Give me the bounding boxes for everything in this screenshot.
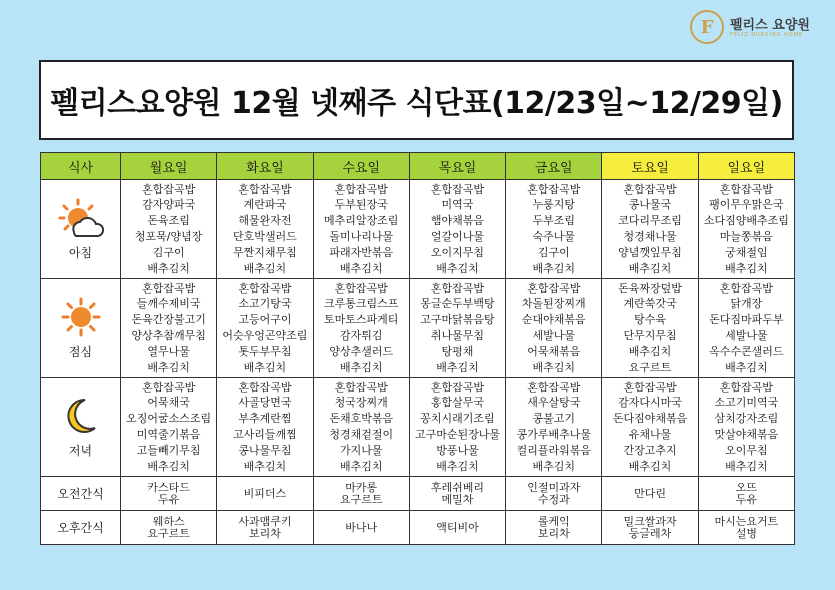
meal-row	[41, 378, 795, 477]
menu-item: 열무나물	[147, 344, 190, 358]
snack-item: 오뜨	[735, 481, 757, 494]
meal-row	[41, 279, 795, 378]
snack-cell-thu	[409, 477, 505, 511]
snack-item: 비피더스	[243, 487, 287, 500]
snack-item: 웨하스	[152, 515, 185, 528]
menu-item: 가지나물	[339, 443, 383, 457]
header-thu: 목요일	[409, 153, 505, 180]
menu-item: 혼합잡곡밥	[623, 380, 677, 394]
menu-item: 순대야채볶음	[521, 313, 586, 327]
menu-cell-wed	[313, 180, 409, 279]
menu-item: 청경채나물	[623, 230, 677, 243]
snack-cell-mon	[121, 477, 217, 511]
snack-item: 마시는요거트	[714, 515, 779, 528]
snack-cell-thu	[409, 511, 505, 545]
menu-item: 배추김치	[725, 360, 768, 374]
menu-item: 컬리플라워볶음	[516, 443, 591, 457]
menu-item: 배추김치	[436, 360, 479, 374]
header-fri: 금요일	[506, 153, 602, 180]
snack-cell-sat	[602, 511, 698, 545]
menu-item: 청포묵/양념장	[134, 230, 203, 243]
snack-item: 마카롱	[345, 481, 378, 494]
menu-item: 오이무침	[725, 443, 768, 457]
menu-item: 맛살야채볶음	[714, 428, 779, 441]
snack-item: 수정과	[537, 493, 570, 506]
menu-item: 배추김치	[628, 261, 672, 275]
menu-item: 방풍나물	[436, 443, 479, 457]
header-mon: 월요일	[121, 153, 217, 180]
moon-icon	[41, 396, 120, 440]
menu-item: 콩불고기	[532, 412, 576, 426]
menu-item: 미역국	[441, 198, 474, 212]
menu-item: 마늘쫑볶음	[719, 230, 773, 243]
snack-item: 바나나	[345, 521, 378, 534]
menu-item: 감자튀김	[339, 329, 383, 342]
menu-cell-thu	[409, 279, 505, 378]
snack-item: 두유	[735, 493, 757, 506]
sun-icon	[41, 297, 120, 341]
snack-label	[41, 511, 121, 545]
menu-item: 탕평채	[441, 344, 474, 358]
menu-item: 혼합잡곡밥	[527, 380, 581, 394]
menu-item: 혼합잡곡밥	[142, 380, 196, 394]
menu-item: 어묵채볶음	[527, 344, 581, 358]
menu-item: 배추김치	[147, 459, 190, 473]
menu-cell-tue	[217, 180, 313, 279]
menu-item: 부추계란찜	[238, 412, 292, 426]
menu-cell-tue	[217, 279, 313, 378]
menu-item: 들깨수제비국	[136, 297, 201, 311]
menu-item: 배추김치	[532, 261, 576, 275]
menu-item: 몽글순두부백탕	[420, 297, 495, 311]
menu-item: 혼합잡곡밥	[719, 380, 773, 394]
menu-item: 탕수육	[634, 313, 666, 327]
menu-item: 토마토스파게티	[324, 313, 399, 327]
menu-item: 무짠지채무침	[233, 245, 297, 259]
menu-item: 배추김치	[725, 459, 768, 473]
menu-item: 배추김치	[436, 261, 479, 275]
menu-item: 소고기탕국	[238, 297, 292, 311]
menu-item: 취나물무침	[430, 329, 485, 342]
menu-cell-thu	[409, 180, 505, 279]
menu-item: 혼합잡곡밥	[238, 182, 292, 196]
header-row	[41, 153, 795, 180]
menu-item: 삼치강자조림	[714, 412, 779, 426]
menu-cell-sun	[698, 378, 794, 477]
menu-cell-sat	[602, 279, 698, 378]
menu-cell-mon	[121, 378, 217, 477]
snack-cell-sun	[698, 511, 794, 545]
menu-item: 유채나물	[628, 428, 672, 441]
menu-item: 누룽지탕	[532, 198, 576, 212]
menu-item: 감자다시마국	[618, 396, 682, 410]
menu-item: 톳두부무침	[238, 344, 292, 358]
menu-item: 혼합잡곡밥	[430, 380, 485, 394]
menu-item: 돈육짜장덮밥	[618, 281, 682, 295]
menu-item: 배추김치	[725, 261, 768, 275]
menu-item: 세발나물	[725, 329, 768, 342]
menu-item: 메추리알장조림	[324, 214, 399, 228]
menu-item: 배추김치	[243, 459, 287, 473]
menu-item: 콩나물국	[628, 198, 672, 212]
menu-item: 고구마닭볶음탕	[420, 313, 495, 327]
snack-item: 롤케익	[537, 515, 570, 528]
snack-label	[41, 477, 121, 511]
menu-cell-sun	[698, 279, 794, 378]
menu-item: 고들빼기무침	[136, 443, 201, 457]
snack-item: 요구르트	[147, 527, 190, 540]
menu-cell-mon	[121, 279, 217, 378]
snack-cell-sat	[602, 477, 698, 511]
menu-item: 돈채호박볶음	[329, 412, 394, 426]
header-sat: 토요일	[602, 153, 698, 180]
menu-item: 양상추샐러드	[329, 344, 394, 358]
header-meal: 식사	[41, 153, 121, 180]
menu-item: 혼합잡곡밥	[719, 182, 773, 196]
menu-item: 어슷우엉곤약조림	[222, 329, 308, 342]
menu-cell-sat	[602, 180, 698, 279]
menu-item: 고사리들깨찜	[233, 428, 297, 441]
menu-item: 계란파국	[243, 198, 287, 212]
snack-item: 인절미과자	[527, 481, 581, 494]
menu-item: 배추김치	[339, 360, 383, 374]
menu-cell-mon	[121, 180, 217, 279]
menu-item: 요구르트	[628, 360, 672, 374]
meal-label-cell	[41, 180, 121, 279]
menu-item: 얼갈이나물	[430, 230, 485, 243]
snack-cell-tue	[217, 477, 313, 511]
snack-item: 보리차	[537, 527, 570, 540]
menu-item: 감자양파국	[142, 198, 196, 212]
menu-item: 양상추참깨무침	[131, 329, 206, 342]
snack-item: 설병	[735, 527, 757, 540]
snack-item: 두유	[158, 493, 180, 506]
snack-cell-sun	[698, 477, 794, 511]
menu-item: 배추김치	[339, 459, 383, 473]
menu-item: 돈육조림	[147, 214, 190, 228]
snack-item: 보리차	[248, 527, 281, 540]
brand-logo	[690, 8, 830, 48]
menu-item: 소고기미역국	[714, 396, 779, 410]
menu-item: 배추김치	[628, 344, 672, 358]
snack-cell-tue	[217, 511, 313, 545]
menu-item: 배추김치	[243, 360, 287, 374]
menu-item: 소다짐양배추조림	[703, 214, 789, 228]
menu-item: 세발나물	[532, 329, 576, 342]
meal-row	[41, 180, 795, 279]
menu-item: 단호박샐러드	[233, 230, 297, 243]
snack-item: 후레쉬베리	[430, 481, 485, 494]
snack-label-text: 오전간식	[57, 487, 104, 501]
page-title: 펠리스요양원 12월 넷째주 식단표(12/23일~12/29일)	[50, 86, 783, 121]
title-box	[39, 60, 794, 140]
sun-cloud-icon	[41, 198, 120, 242]
menu-item: 두부된장국	[334, 198, 388, 212]
menu-item: 해물완자전	[238, 214, 292, 228]
menu-item: 배추김치	[532, 459, 576, 473]
menu-table	[40, 152, 795, 545]
menu-item: 배추김치	[628, 459, 672, 473]
menu-item: 혼합잡곡밥	[142, 182, 196, 196]
menu-item: 혼합잡곡밥	[527, 182, 581, 196]
meal-label: 점심	[68, 344, 93, 359]
menu-item: 파래자반볶음	[329, 245, 394, 259]
snack-cell-wed	[313, 477, 409, 511]
menu-cell-fri	[506, 279, 602, 378]
menu-item: 계란쑥갓국	[623, 297, 677, 311]
menu-item: 돈다짐야채볶음	[612, 412, 688, 426]
menu-item: 콩가루배추나물	[516, 428, 591, 441]
menu-item: 꽁치시래기조림	[420, 412, 495, 426]
menu-item: 사골당면국	[238, 396, 292, 410]
menu-item: 콩나물무침	[238, 443, 292, 457]
snack-cell-wed	[313, 511, 409, 545]
menu-item: 두부조림	[532, 214, 576, 228]
menu-item: 혼합잡곡밥	[334, 380, 388, 394]
meal-label-cell	[41, 378, 121, 477]
brand-name: 펠리스 요양원	[730, 18, 810, 33]
menu-item: 혼합잡곡밥	[623, 182, 677, 196]
menu-item: 돈육간장불고기	[131, 313, 206, 327]
menu-item: 혼합잡곡밥	[238, 281, 292, 295]
menu-item: 혼합잡곡밥	[142, 281, 196, 295]
menu-cell-sun	[698, 180, 794, 279]
menu-item: 오이지무침	[430, 245, 485, 259]
menu-item: 차돌된장찌개	[521, 297, 586, 311]
menu-cell-tue	[217, 378, 313, 477]
menu-item: 김구이	[537, 245, 570, 259]
header-wed: 수요일	[313, 153, 409, 180]
snack-label-text: 오후간식	[57, 521, 104, 535]
snack-item: 둥글레차	[628, 527, 672, 540]
meal-label: 아침	[68, 245, 93, 260]
menu-item: 단무지무침	[623, 329, 677, 342]
menu-item: 팽이무우맑은국	[709, 198, 784, 212]
menu-item: 홍합살무국	[430, 396, 485, 410]
menu-item: 돌미나리나물	[329, 230, 394, 243]
menu-item: 어묵채국	[147, 396, 190, 410]
menu-cell-sat	[602, 378, 698, 477]
menu-item: 양념깻잎무침	[618, 245, 682, 259]
menu-item: 옥수수콘샐러드	[709, 344, 784, 358]
menu-item: 새우살탕국	[527, 396, 581, 410]
header-sun: 일요일	[698, 153, 794, 180]
menu-item: 혼합잡곡밥	[719, 281, 773, 295]
menu-item: 미역줄기볶음	[136, 428, 201, 441]
menu-item: 혼합잡곡밥	[334, 182, 388, 196]
menu-item: 혼합잡곡밥	[238, 380, 292, 394]
menu-cell-wed	[313, 279, 409, 378]
menu-item: 크루통크림스프	[324, 297, 399, 311]
snack-item: 만다린	[634, 487, 666, 500]
snack-item: 사과맴쿠키	[238, 515, 292, 528]
menu-item: 배추김치	[339, 261, 383, 275]
menu-item: 닭개장	[730, 297, 763, 311]
snack-cell-fri	[506, 511, 602, 545]
menu-item: 숙주나물	[532, 230, 576, 243]
menu-item: 돈다짐마파두부	[709, 313, 784, 327]
snack-cell-mon	[121, 511, 217, 545]
menu-item: 혼합잡곡밥	[430, 182, 485, 196]
menu-item: 배추김치	[532, 360, 576, 374]
snack-item: 요구르트	[339, 493, 383, 506]
menu-item: 간장고추지	[623, 443, 677, 457]
menu-item: 청국장찌개	[334, 396, 388, 410]
menu-item: 김구이	[152, 245, 185, 259]
menu-cell-thu	[409, 378, 505, 477]
menu-item: 고구마순된장나물	[414, 428, 500, 441]
snack-row	[41, 477, 795, 511]
menu-item: 고등어구이	[238, 313, 292, 327]
menu-item: 햄야채볶음	[430, 214, 485, 228]
snack-cell-fri	[506, 477, 602, 511]
menu-item: 배추김치	[147, 261, 190, 275]
snack-item: 메밀차	[441, 493, 474, 506]
snack-item: 밀크쌀과자	[623, 515, 677, 528]
menu-item: 배추김치	[436, 459, 479, 473]
snack-item: 카스타드	[147, 481, 190, 494]
menu-item: 혼합잡곡밥	[334, 281, 388, 295]
menu-item: 혼합잡곡밥	[430, 281, 485, 295]
menu-item: 오징어굴소스조림	[126, 412, 212, 426]
brand-emblem-icon: F	[690, 10, 724, 44]
snack-item: 액티비아	[436, 521, 479, 534]
menu-item: 청경채겉절이	[329, 428, 394, 441]
menu-item: 배추김치	[147, 360, 190, 374]
menu-item: 궁채절임	[725, 245, 768, 259]
header-tue: 화요일	[217, 153, 313, 180]
menu-cell-fri	[506, 378, 602, 477]
menu-cell-wed	[313, 378, 409, 477]
meal-label-cell	[41, 279, 121, 378]
snack-row	[41, 511, 795, 545]
menu-item: 코다리무조림	[618, 214, 682, 228]
menu-item: 배추김치	[243, 261, 287, 275]
menu-cell-fri	[506, 180, 602, 279]
menu-item: 혼합잡곡밥	[527, 281, 581, 295]
brand-subtitle: FELIZ NURSING HOME	[730, 32, 804, 38]
meal-label: 저녁	[68, 443, 93, 458]
